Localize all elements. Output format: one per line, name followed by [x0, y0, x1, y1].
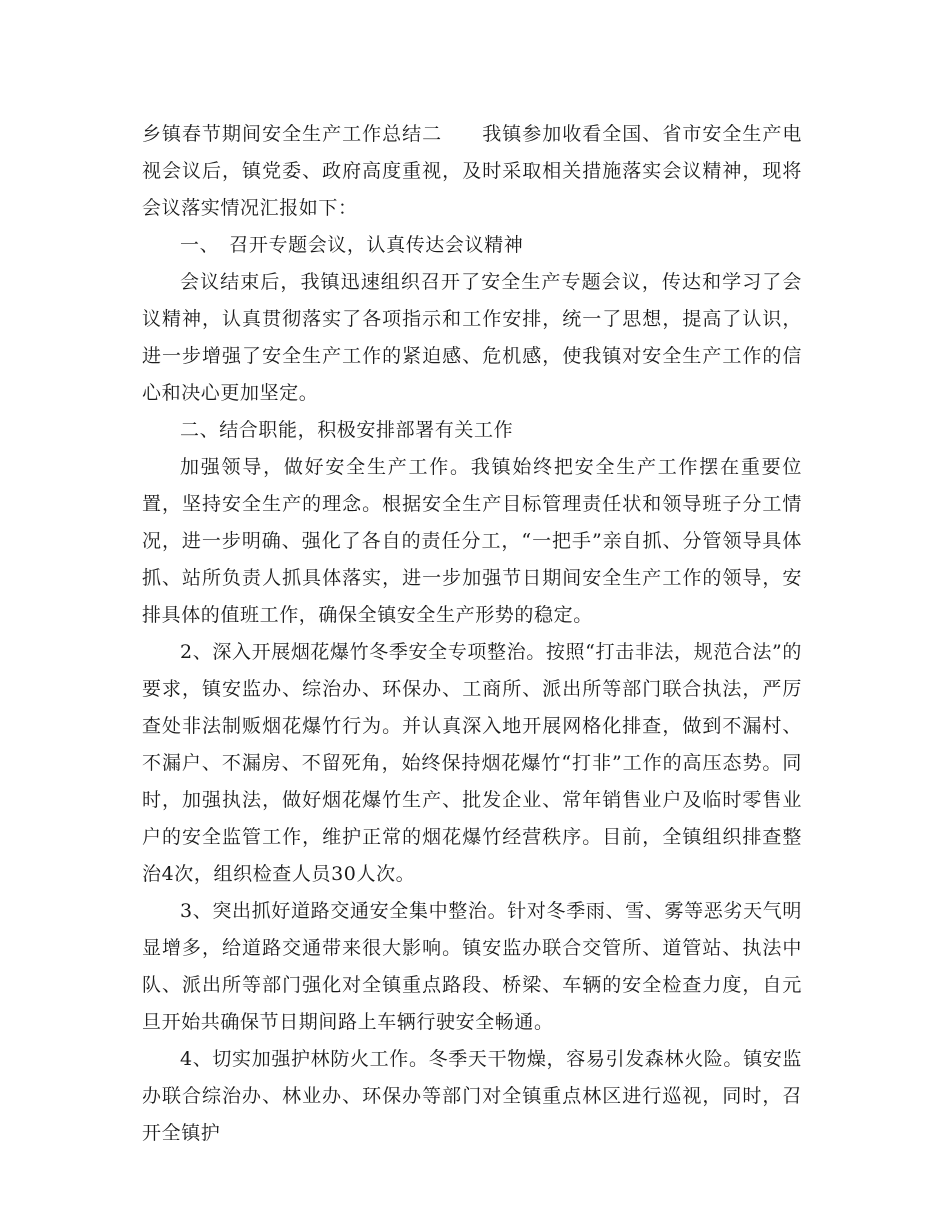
paragraph-leadership: 加强领导，做好安全生产工作。我镇始终把安全生产工作摆在重要位置，坚持安全生产的理念。根据安全生产目标管理责任状和领导班子分工情况，进一步明确、强化了各自的责任分工，“一把手”亲自抓、分管领导具体抓、站所负责人抓具体落实，进一步加强节日期间安全生产工作的领导，安排具体的值班工作，确保全镇安全生产形势的稳定。	[142, 456, 802, 626]
heading-section-1: 一、 召开专题会议，认真传达会议精神	[180, 234, 524, 256]
paragraph-fireworks: 2、深入开展烟花爆竹冬季安全专项整治。按照“打击非法，规范合法”的要求，镇安监办、综治办、环保办、工商所、派出所等部门联合执法，严厉查处非法制贩烟花爆竹行为。并认真深入地开展网格化排查，做到不漏村、不漏户、不漏房、不留死角，始终保持烟花爆竹“打非”工作的高压态势。同时，加强执法，做好烟花爆竹生产、批发企业、常年销售业户及临时零售业户的安全监管工作，维护正常的烟花爆竹经营秩序。目前，全镇组织排查整治4次，组织检查人员30人次。	[142, 641, 802, 885]
heading-section-2: 二、结合职能，积极安排部署有关工作	[180, 419, 514, 441]
paragraph-traffic: 3、突出抓好道路交通安全集中整治。针对冬季雨、雪、雾等恶劣天气明显增多，给道路交通带来很大影响。镇安监办联合交管所、道管站、执法中队、派出所等部门强化对全镇重点路段、桥梁、车辆的安全检查力度，自元旦开始共确保节日期间路上车辆行驶安全畅通。	[142, 900, 802, 1033]
paragraph-forest-fire: 4、切实加强护林防火工作。冬季天干物燥，容易引发森林火险。镇安监办联合综治办、林业办、环保办等部门对全镇重点林区进行巡视，同时，召开全镇护	[142, 1048, 802, 1144]
paragraph-title-intro: 乡镇春节期间安全生产工作总结二 我镇参加收看全国、省市安全生产电视会议后，镇党委、政府高度重视，及时采取相关措施落实会议精神，现将会议落实情况汇报如下：	[142, 123, 802, 219]
document-body	[142, 116, 802, 1152]
paragraph-meeting: 会议结束后，我镇迅速组织召开了安全生产专题会议，传达和学习了会议精神，认真贯彻落实了各项指示和工作安排，统一了思想，提高了认识，进一步增强了安全生产工作的紧迫感、危机感，使我镇对安全生产工作的信心和决心更加坚定。	[142, 271, 802, 404]
